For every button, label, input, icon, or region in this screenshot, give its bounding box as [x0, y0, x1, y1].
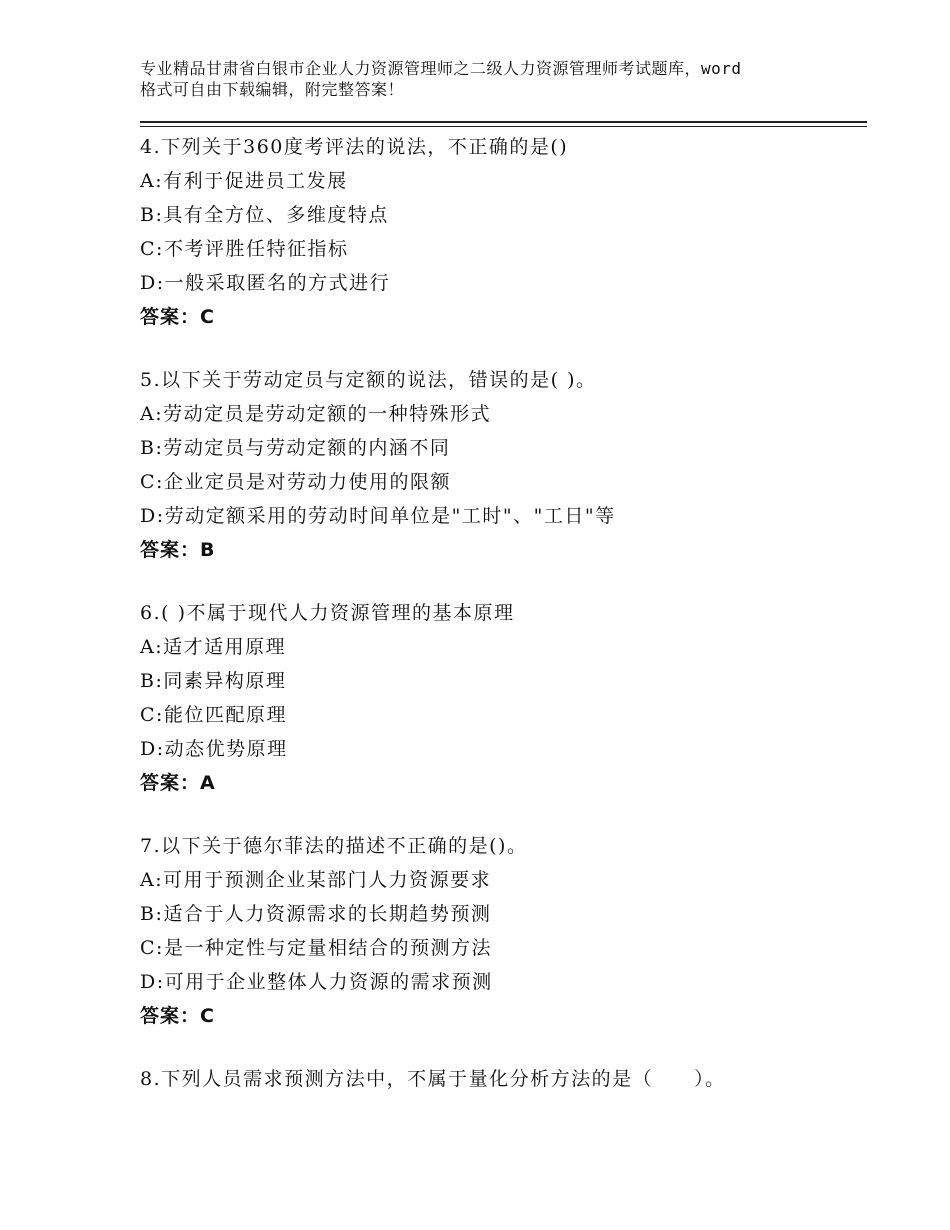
question-8: [140, 1062, 880, 1096]
answer-label: 答案：A: [140, 772, 216, 794]
option-c: C:企业定员是对劳动力使用的限额: [140, 471, 451, 493]
option-a: A:适才适用原理: [140, 636, 287, 658]
option-c: C:不考评胜任特征指标: [140, 238, 349, 260]
option-a: A:有利于促进员工发展: [140, 170, 348, 192]
question-stem: 8.下列人员需求预测方法中，不属于量化分析方法的是（ ）。: [140, 1068, 726, 1090]
answer-label: 答案：C: [140, 1005, 215, 1027]
question-stem: 6.( )不属于现代人力资源管理的基本原理: [140, 602, 515, 624]
answer-label: 答案：B: [140, 539, 216, 561]
question-6: [140, 596, 880, 800]
option-a: A:劳动定员是劳动定额的一种特殊形式: [140, 403, 492, 425]
option-b: B:同素异构原理: [140, 670, 287, 692]
option-c: C:能位匹配原理: [140, 704, 287, 726]
question-stem: 5.以下关于劳动定员与定额的说法，错误的是( )。: [140, 369, 597, 391]
header-line-1: 专业精品甘肃省白银市企业人力资源管理师之二级人力资源管理师考试题库，word: [140, 59, 742, 78]
option-d: D:可用于企业整体人力资源的需求预测: [140, 971, 493, 993]
question-stem: 7.以下关于德尔菲法的描述不正确的是()。: [140, 835, 528, 857]
option-d: D:一般采取匿名的方式进行: [140, 272, 391, 294]
header-line-2: 格式可自由下载编辑，附完整答案！: [140, 80, 405, 99]
answer-label: 答案：C: [140, 306, 215, 328]
option-b: B:劳动定员与劳动定额的内涵不同: [140, 437, 451, 459]
header-rule-thin: [140, 126, 867, 127]
question-4: [140, 130, 880, 334]
option-b: B:具有全方位、多维度特点: [140, 204, 389, 226]
option-a: A:可用于预测企业某部门人力资源要求: [140, 869, 492, 891]
question-7: [140, 829, 880, 1033]
option-b: B:适合于人力资源需求的长期趋势预测: [140, 903, 492, 925]
option-c: C:是一种定性与定量相结合的预测方法: [140, 937, 492, 959]
question-list: [140, 130, 880, 1125]
option-d: D:动态优势原理: [140, 738, 288, 760]
question-stem: 4.下列关于360度考评法的说法，不正确的是(): [140, 136, 569, 158]
question-5: [140, 363, 880, 567]
document-header: [140, 58, 840, 100]
header-rule-thick: [140, 121, 867, 123]
option-d: D:劳动定额采用的劳动时间单位是"工时"、"工日"等: [140, 505, 616, 527]
